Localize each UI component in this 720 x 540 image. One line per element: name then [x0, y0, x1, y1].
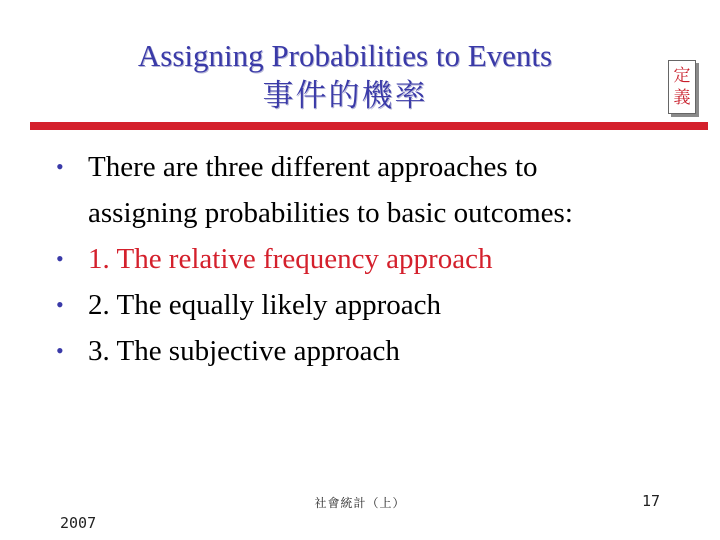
bullet-text: 1. The relative frequency approach	[88, 243, 493, 275]
footer-year: 2007	[60, 514, 97, 532]
bullet-text: assigning probabilities to basic outcomes:	[88, 197, 573, 229]
bullet-text: There are three different approaches to	[88, 151, 538, 183]
footer-course-label: 社會統計（上）	[314, 496, 406, 510]
slide-title	[70, 36, 620, 116]
bullet-text: 3. The subjective approach	[88, 335, 400, 367]
bullet-item	[50, 282, 670, 328]
slide-title-english: Assigning Probabilities to Events	[137, 38, 553, 73]
definition-badge-char-2: 義	[673, 88, 691, 108]
bullet-list	[50, 144, 670, 374]
bullet-item	[50, 328, 670, 374]
bullet-dot-icon: •	[56, 338, 64, 363]
slide-title-chinese: 事件的機率	[262, 78, 428, 114]
definition-badge	[668, 60, 696, 114]
title-divider	[30, 122, 708, 130]
bullet-dot-icon: •	[56, 246, 64, 271]
bullet-item	[50, 236, 670, 282]
definition-badge-char-1: 定	[673, 66, 691, 86]
bullet-item	[50, 144, 670, 236]
bullet-text: 2. The equally likely approach	[88, 289, 441, 321]
footer-page-number: 17	[641, 492, 660, 510]
bullet-dot-icon: •	[56, 292, 64, 317]
bullet-dot-icon: •	[56, 154, 64, 179]
